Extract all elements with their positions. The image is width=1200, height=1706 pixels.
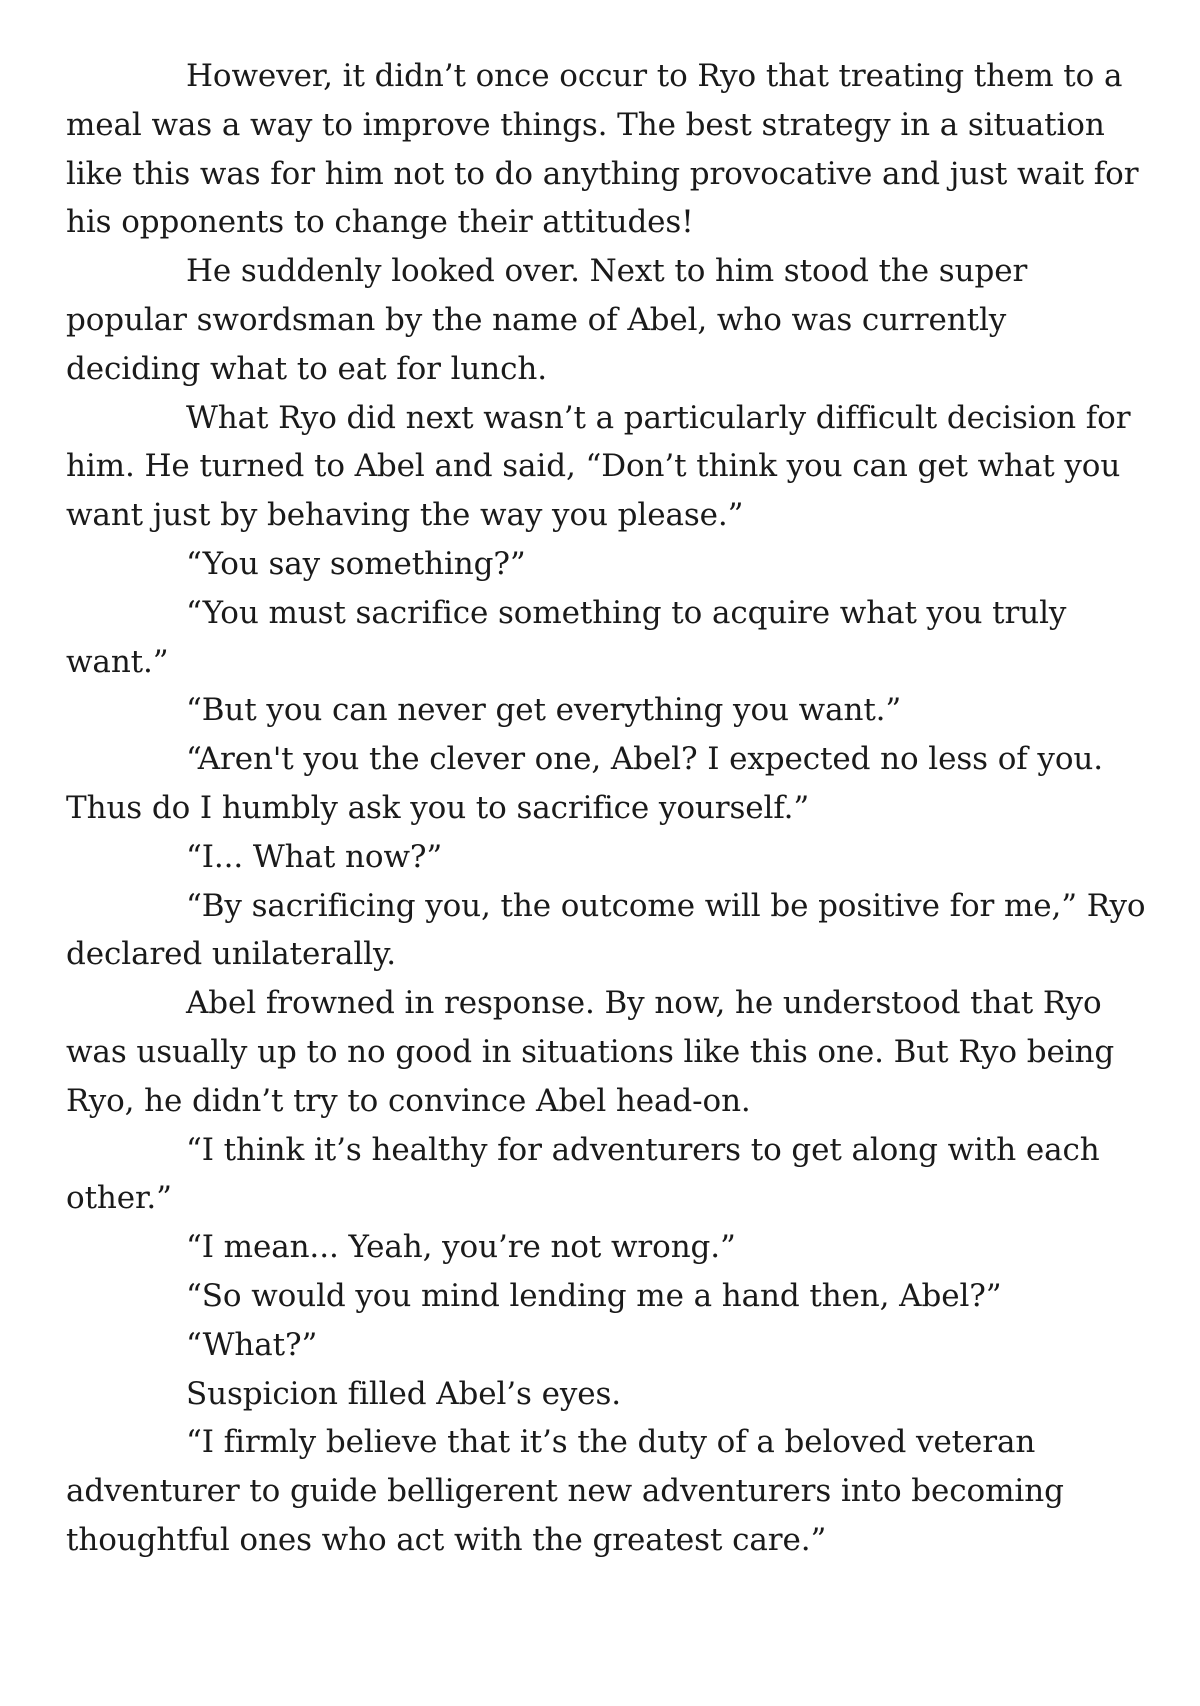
paragraph: Abel frowned in response. By now, he understood that Ryo was usually up to no good in situations like this one. But Ryo being Ryo, he didn’t try to convince Abel head-on. xyxy=(66,985,1115,1119)
paragraph: However, it didn’t once occur to Ryo that treating them to a meal was a way to improve things. The best strategy in a situation like this was for him not to do anything provocative and just wait for his opponents to change their attitudes! xyxy=(66,58,1139,241)
paragraph: What Ryo did next wasn’t a particularly difficult decision for him. He turned to Abel and said, “Don’t think you can get what you want just by behaving the way you please.” xyxy=(66,399,1131,534)
paragraph: “I firmly believe that it’s the duty of a beloved veteran adventurer to guide belligerent new adventurers into becoming thoughtful ones who act with the greatest care.” xyxy=(66,1424,1064,1558)
paragraph: “What?” xyxy=(186,1326,318,1363)
paragraph: He suddenly looked over. Next to him stood the super popular swordsman by the name of Abel, who was currently deciding what to eat for lunch. xyxy=(66,253,1028,387)
paragraph: “Aren't you the clever one, Abel? I expected no less of you. Thus do I humbly ask you to sacrifice yourself.” xyxy=(66,741,1104,826)
paragraph: “I... What now?” xyxy=(186,838,443,875)
paragraph: “You say something?” xyxy=(186,545,526,582)
page-body xyxy=(66,52,1146,1565)
paragraph: “But you can never get everything you want.” xyxy=(186,692,902,729)
paragraph: Suspicion filled Abel’s eyes. xyxy=(186,1375,622,1412)
paragraph: “I mean... Yeah, you’re not wrong.” xyxy=(186,1229,736,1266)
paragraph: “So would you mind lending me a hand then, Abel?” xyxy=(186,1277,1002,1314)
paragraph: “I think it’s healthy for adventurers to get along with each other.” xyxy=(66,1131,1100,1217)
paragraph: “You must sacrifice something to acquire what you truly want.” xyxy=(66,594,1067,680)
paragraph: “By sacrificing you, the outcome will be positive for me,” Ryo declared unilaterally. xyxy=(66,887,1146,973)
